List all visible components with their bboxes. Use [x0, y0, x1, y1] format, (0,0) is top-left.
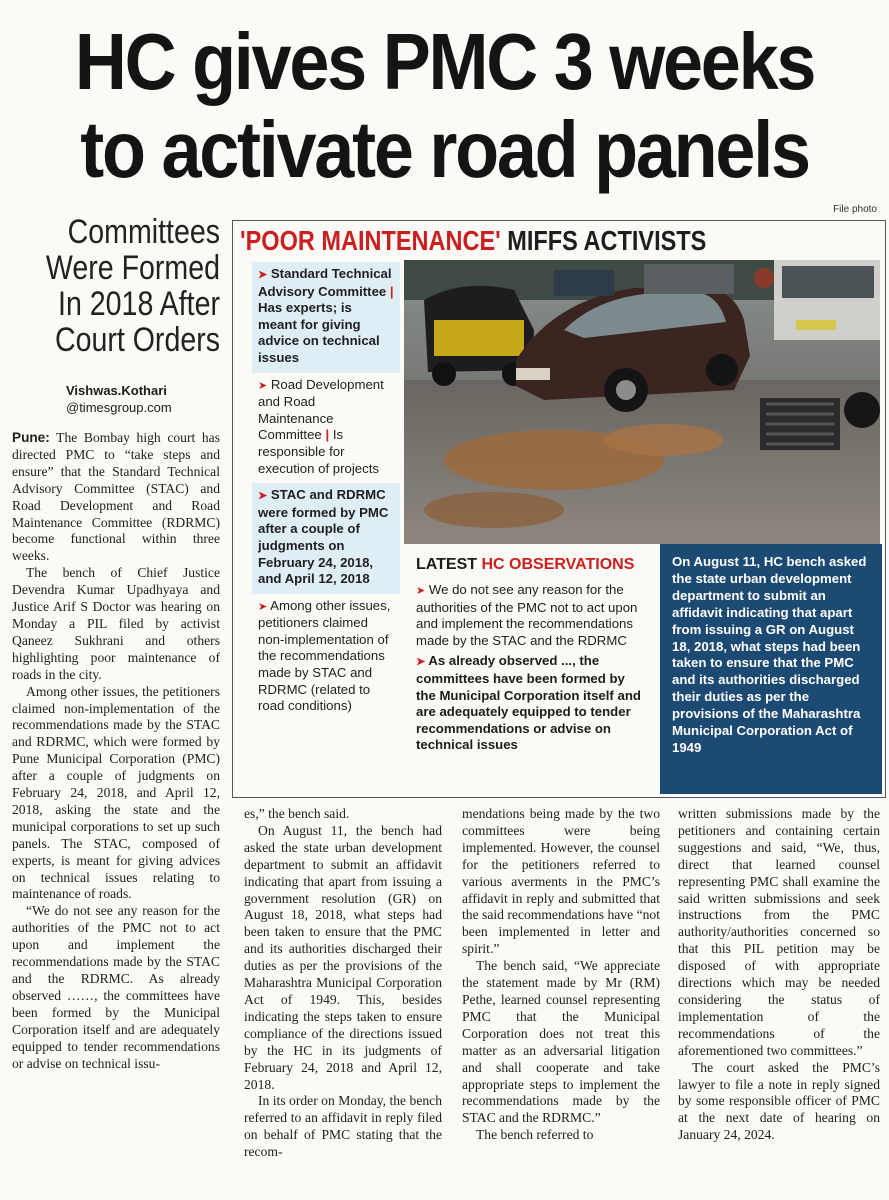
byline-name: Vishwas.Kothari: [66, 383, 167, 398]
article-paragraph: The bench of Chief Justice Devendra Kumar Upadhyaya and Justice Arif S Doctor was hearing on Monday a PIL filed by activist Qaneez Sukhrani and others highlighting poor maintenance of roads in the city.: [12, 565, 220, 682]
article-column-4: [678, 806, 880, 1144]
fact-item: ➤ Standard Technical Advisory Committee | Has experts; is meant for giving advice on technical issues: [252, 262, 400, 373]
arrow-bullet-icon: ➤: [416, 656, 426, 669]
subhead-line-2: Were Formed: [45, 249, 221, 287]
headline-line-2: to activate road panels: [80, 105, 809, 194]
byline-handle: @timesgroup.com: [66, 400, 172, 415]
info-box-title: [240, 224, 778, 258]
article-paragraph: The bench referred to: [476, 1127, 594, 1143]
article-column-3: [462, 806, 660, 1144]
drain-grate: [760, 398, 840, 450]
arrow-bullet-icon: ➤: [258, 379, 268, 392]
headline: [44, 18, 844, 194]
article-column-1: [12, 430, 220, 1072]
article-paragraph: On August 11, the bench had asked the state urban development department to submit an affidavit indicating that apart from issuing a government resolution (GR) on August 18, 2018, what steps had been taken to ensure that the PMC and its authorities discharged their duties as per the provisions of the Maharashtra Municipal Corporation Act of 1949. This, besides indicating the steps taken to ensure compliance of the directions issued by the HC in its judgments of February 24, 2018 and April 12, 2018.: [244, 822, 442, 1092]
file-photo-label: File photo: [833, 204, 877, 215]
article-paragraph: Pune: The Bombay high court has directed PMC to “take steps and ensure” that the Standard Technical Advisory Committee (STAC) and Road Development and Road Maintenance Committee (RDRMC) become functional within three weeks.: [12, 430, 221, 564]
arrow-bullet-icon: ➤: [258, 269, 268, 281]
box-title-quote: 'POOR MAINTENANCE': [240, 225, 501, 256]
observation-item: ➤ We do not see any reason for the authorities of the PMC not to act upon and implement the recommendations made by the STAC and the RDRMC: [416, 582, 638, 648]
fact-item: ➤ Road Development and Road Maintenance Committee | Is responsible for execution of projects: [258, 376, 384, 476]
hc-observations: [404, 548, 656, 792]
box-title-rest: MIFFS ACTIVISTS: [507, 225, 707, 256]
subhead-line-4: Court Orders: [54, 321, 221, 359]
article-paragraph: The court asked the PMC’s lawyer to file a note in reply signed by some responsible officer of PMC at the next date of hearing on January 24, 2024.: [678, 1059, 880, 1143]
arrow-bullet-icon: ➤: [258, 600, 268, 613]
subhead-line-3: In 2018 After: [58, 285, 220, 323]
committee-facts: [252, 262, 400, 721]
byline: [66, 382, 172, 416]
observation-item: ➤ As already observed ..., the committees have been formed by the Municipal Corporation itself and are adequately equipped to tender recommendations or advise on technical issues: [416, 653, 641, 753]
article-paragraph: Among other issues, the petitioners claimed non-implementation of the recommendations made by the STAC and RDRMC, which were formed by Pune Municipal Corporation (PMC) after a couple of judgments on February 24, 2018, and April 12, 2018, asking the state and the municipal corporations to set up such panels. The STAC, composed of experts, is meant for giving advices on technical issues relating to maintenance of roads.: [12, 683, 220, 902]
affidavit-note: On August 11, HC bench asked the state urban development department to submit an affidavit indicating that apart from issuing a GR on August 18, 2018, what steps had been taken to ensure that the PMC and its authorities discharged their duties as per the provisions of the Maharashtra Municipal Corporation Act of 1949: [660, 544, 882, 794]
road-photo: [404, 260, 880, 544]
article-paragraph: “We do not see any reason for the authorities of the PMC not to act upon and implement the recommendations made by the STAC and the RDRMC. As already observed ……, the committees have been formed by the Municipal Corporation itself and are adequately equipped to tender recommendations or advise on technical issu-: [12, 903, 220, 1071]
article-paragraph: The bench said, “We appreciate the statement made by Mr (RM) Pethe, learned counsel representing PMC that the Municipal Corporation does not treat this matter as an adversarial litigation and shall cooperate and take appropriate steps to implement the recommendations made by the STAC and the RDRMC.”: [462, 958, 660, 1126]
fact-item: ➤ STAC and RDRMC were formed by PMC after a couple of judgments on February 24, 2018, and April 12, 2018: [252, 483, 400, 594]
subheadline: [44, 214, 220, 358]
article-column-2: [244, 806, 442, 1161]
article-paragraph: In its order on Monday, the bench referred to an affidavit in reply filed on behalf of PMC stating that the recom-: [244, 1093, 442, 1160]
fact-item: ➤ Among other issues, petitioners claimed non-implementation of the recommendations made by STAC and RDRMC (related to road conditions): [258, 597, 391, 714]
observations-title: LATEST HC OBSERVATIONS: [416, 556, 635, 573]
article-paragraph: written submissions made by the petitioners and containing certain suggestions and said, “We, thus, direct that learned counsel representing PMC shall examine the said written submissions and seek instructions from the PMC authority/authorities concerned so that this PIL petition may be disposed of with appropriate directions which may be needed considering the status of implementation of the recommendations of the aforementioned two committees.”: [678, 806, 880, 1058]
arrow-bullet-icon: ➤: [258, 490, 268, 503]
dateline: Pune:: [12, 430, 50, 445]
article-paragraph: mendations being made by the two committees were being implemented. However, the counsel for the petitioners referred to various averments in the PMC’s affidavit in reply and submitted that the said recommendations have “not been implemented in letter and spirit.”: [462, 806, 660, 957]
article-paragraph: es,” the bench said.: [244, 806, 350, 821]
headline-line-1: HC gives PMC 3 weeks: [74, 17, 815, 106]
subhead-line-1: Committees: [67, 213, 220, 251]
divider-bar: |: [325, 427, 330, 443]
divider-bar: |: [389, 283, 394, 299]
arrow-bullet-icon: ➤: [416, 585, 426, 597]
